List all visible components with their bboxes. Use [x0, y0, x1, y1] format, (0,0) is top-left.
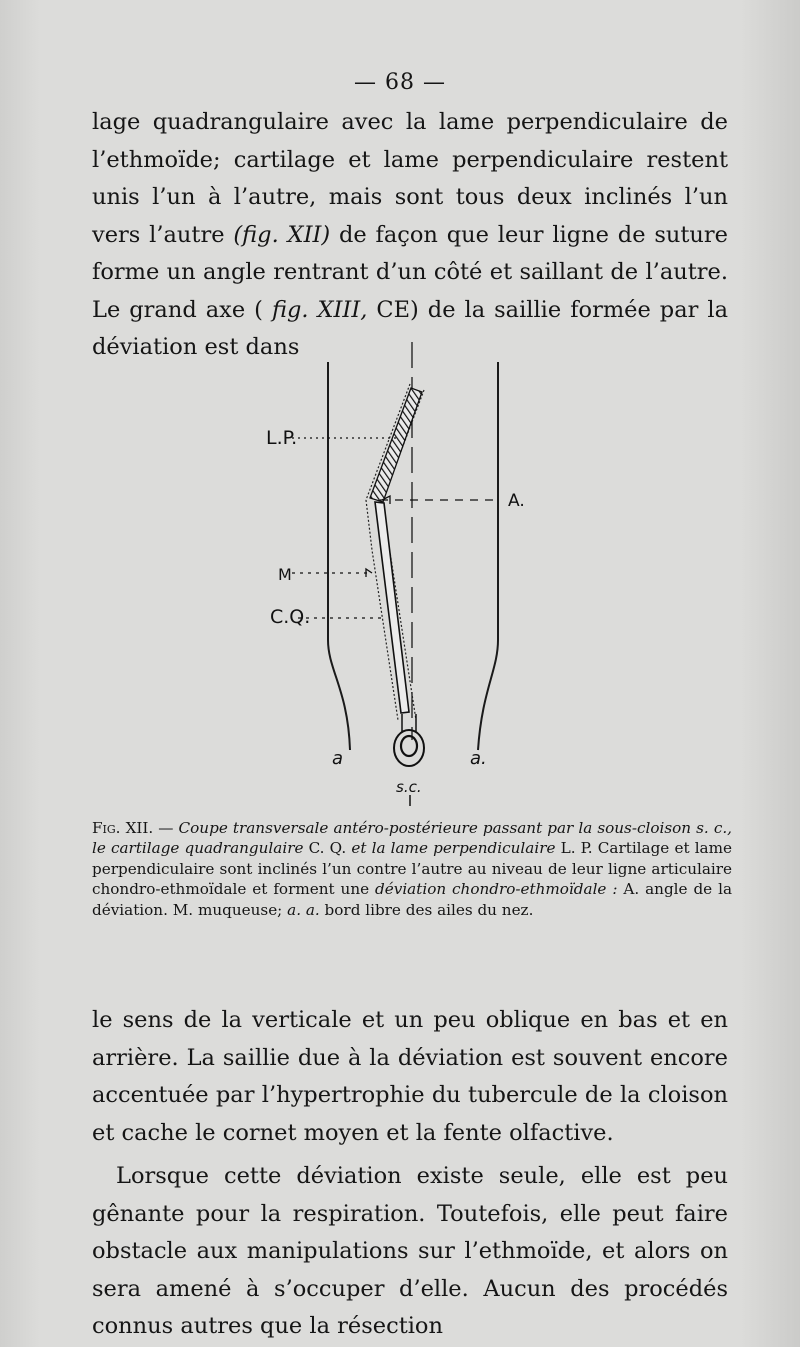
label-m: M: [278, 565, 292, 584]
caption-italic: a. a.: [287, 900, 320, 919]
figure-reference-xii: (fig. XII): [233, 221, 331, 248]
bottom-text: [92, 1002, 728, 1346]
text-segment: lage quadrangulaire avec la lame perpendiculaire de l’ethmoïde; cartilage et lame perpendiculaire restent unis l’un à l’autre, mais sont tous deux inclinés l’un vers l’autre: [92, 109, 728, 248]
label-a-angle: A.: [508, 491, 525, 511]
caption-text: bord libre des ailes du nez.: [319, 900, 534, 919]
left-nasal-wall: [328, 362, 350, 750]
quadrangular-cartilage: [375, 502, 409, 713]
figure-caption: [92, 818, 732, 920]
page-number: — 68 —: [354, 70, 446, 95]
perpendicular-plate: [370, 388, 422, 502]
paragraph: le sens de la verticale et un peu oblique en bas et en arrière. La saillie due à la déviation est souvent encore accentuée par l’hypertrophie du tubercule de la cloison et cache le cornet moyen et la fente olfactive.: [92, 1007, 728, 1146]
sub-septum-inner: [401, 736, 417, 756]
caption-italic: et la lame perpendiculaire: [351, 839, 556, 858]
caption-text: C. Q.: [303, 839, 352, 858]
top-paragraph: [92, 104, 728, 367]
label-a-right: a.: [470, 748, 487, 769]
label-cq: C.Q.: [270, 606, 311, 628]
septum-section-drawing: [230, 340, 560, 820]
label-lp: L.P.: [266, 427, 298, 449]
caption-figure-label: Fig. XII. —: [92, 819, 174, 837]
caption-italic: déviation chondro-ethmoïdale :: [375, 880, 618, 899]
figure-reference-xiii: fig. XIII,: [271, 296, 368, 323]
caption-text: L. P. Cartilage et lame perpendiculaire sont inclinés l’un contre l’autre au niveau de leur ligne articulaire chondro-ethmoïdale et forment une: [92, 839, 732, 899]
text-segment: CE) de la saillie formée par la déviation est dans: [92, 296, 728, 360]
label-a-left: a: [332, 748, 344, 769]
caption-italic: Coupe transversale antéro-postérieure passant par la sous-cloison s. c., le cartilage quadrangulaire: [92, 819, 732, 858]
figure-xii-diagram: [230, 340, 560, 820]
right-nasal-wall: [478, 362, 498, 750]
paragraph: Lorsque cette déviation existe seule, elle est peu gênante pour la respiration. Toutefois, elle peut faire obstacle aux manipulations sur l’ethmoïde, et alors on sera amené à s’occuper d’elle. Aucun des procédés connus autres que la résection: [92, 1163, 728, 1339]
label-sc: s.c.: [396, 778, 422, 796]
text-segment: de façon que leur ligne de suture forme un angle rentrant d’un côté et saillant de l’autre. Le grand axe (: [92, 221, 728, 323]
caption-text: A. angle de la déviation. M. muqueuse;: [92, 880, 733, 919]
